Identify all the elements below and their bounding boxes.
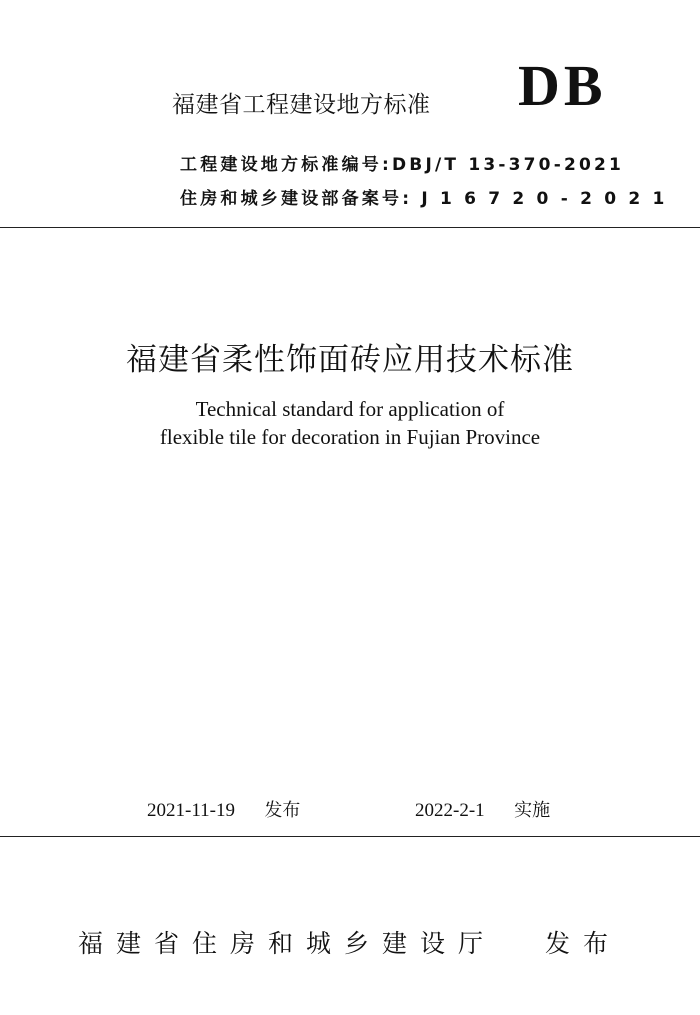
record-code: 住房和城乡建设部备案号: J 1 6 7 2 0 - 2 0 2 1 <box>180 189 668 209</box>
db-mark: DB <box>518 53 607 118</box>
bottom-divider <box>0 836 700 837</box>
issuing-authority: 福建省住房和城乡建设厅 <box>78 929 497 958</box>
document-title-en-line2: flexible tile for decoration in Fujian Province <box>159 425 541 449</box>
publish-date: 2021-11-19 <box>147 800 235 821</box>
implement-label: 实施 <box>514 800 551 821</box>
publish-date-block <box>147 796 300 822</box>
document-title-zh: 福建省柔性饰面砖应用技术标准 <box>126 342 574 378</box>
series-title: 福建省工程建设地方标准 <box>172 92 431 118</box>
implement-date: 2022-2-1 <box>415 800 485 821</box>
publish-label: 发布 <box>264 800 301 821</box>
implement-date-block <box>415 796 550 822</box>
issue-label: 发布 <box>545 929 622 958</box>
document-title-en-line1: Technical standard for application of <box>195 397 505 421</box>
top-divider <box>0 227 700 228</box>
standard-code: 工程建设地方标准编号:DBJ/T 13-370-2021 <box>180 155 625 175</box>
